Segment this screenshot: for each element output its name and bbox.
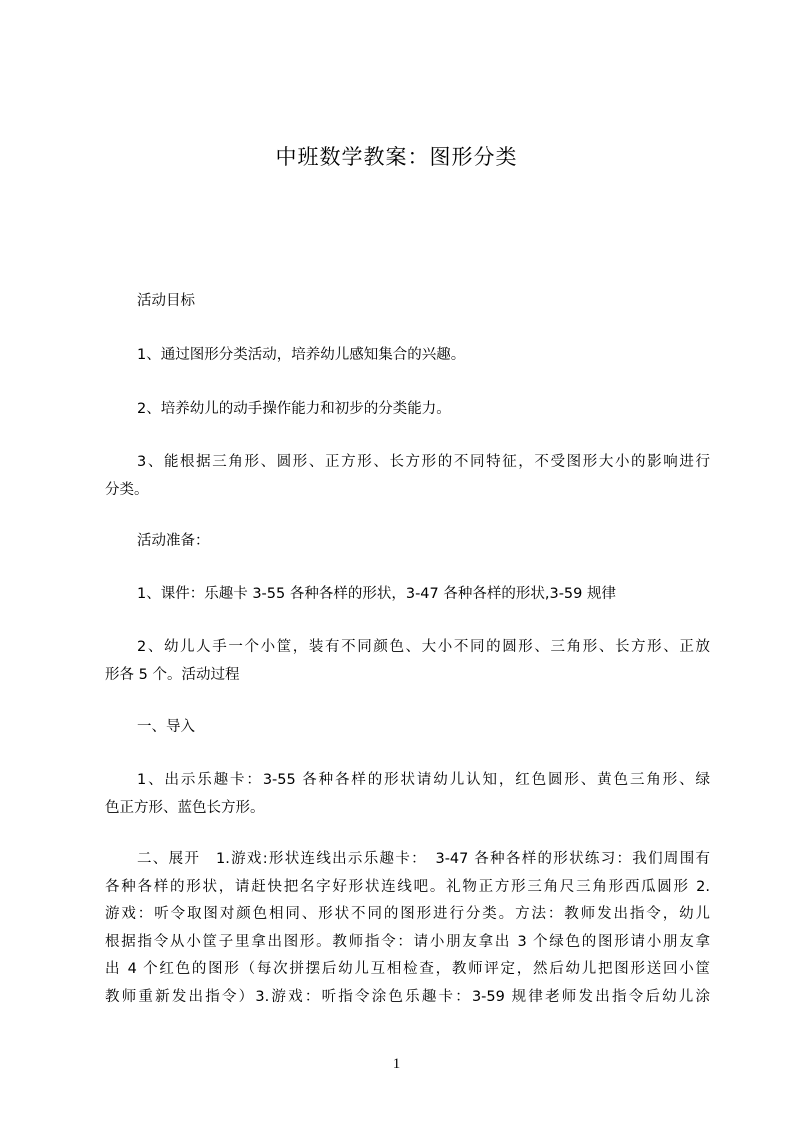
document-title: 中班数学教案：图形分类 <box>275 145 518 169</box>
prep-item-1: 1、课件：乐趣卡 3-55 各种各样的形状，3-47 各种各样的形状,3-59 规律 <box>137 586 616 602</box>
step-2-line-1: 二、展开 1.游戏:形状连线出示乐趣卡： 3-47 各种各样的形状练习：我们周围有 <box>137 851 710 867</box>
goal-item-3 <box>105 449 710 504</box>
step-2-line-6: 教师重新发出指令）3.游戏：听指令涂色乐趣卡：3-59 规律老师发出指令后幼儿涂 <box>105 988 710 1005</box>
step-1-line-2: 色正方形、蓝色长方形。 <box>105 799 265 816</box>
step-2-line-2: 各种各样的形状，请赶快把名字好形状连线吧。礼物正方形三角尺三角形西瓜圆形 2. <box>105 878 710 895</box>
goal-heading: 活动目标 <box>137 293 195 309</box>
prep-item-2 <box>105 634 710 689</box>
step-1-item <box>105 767 710 822</box>
step-1-heading: 一、导入 <box>137 719 195 735</box>
step-2-paragraph <box>105 846 710 1011</box>
step-1-line-1: 1、出示乐趣卡：3-55 各种各样的形状请幼儿认知，红色圆形、黄色三角形、绿 <box>137 772 710 788</box>
prep-item-2-line-1: 2、幼儿人手一个小筐，装有不同颜色、大小不同的圆形、三角形、长方形、正放 <box>137 639 710 655</box>
step-2-line-4: 根据指令从小筐子里拿出图形。教师指令：请小朋友拿出 3 个绿色的图形请小朋友拿 <box>105 933 710 950</box>
goal-item-1: 1、通过图形分类活动，培养幼儿感知集合的兴趣。 <box>137 347 466 363</box>
goal-item-2: 2、培养幼儿的动手操作能力和初步的分类能力。 <box>137 401 451 417</box>
goal-item-3-line-2: 分类。 <box>105 481 149 498</box>
prep-heading: 活动准备： <box>137 533 210 549</box>
goal-item-3-line-1: 3、能根据三角形、圆形、正方形、长方形的不同特征，不受图形大小的影响进行 <box>137 454 710 470</box>
prep-item-2-line-2: 形各 5 个。活动过程 <box>105 666 240 683</box>
step-2-line-3: 游戏：听令取图对颜色相同、形状不同的图形进行分类。方法：教师发出指令，幼儿 <box>105 906 710 922</box>
step-2-line-5: 出 4 个红色的图形（每次拼摆后幼儿互相检查，教师评定，然后幼儿把图形送回小筐 <box>105 961 710 977</box>
page-number: 1 <box>392 1056 401 1072</box>
